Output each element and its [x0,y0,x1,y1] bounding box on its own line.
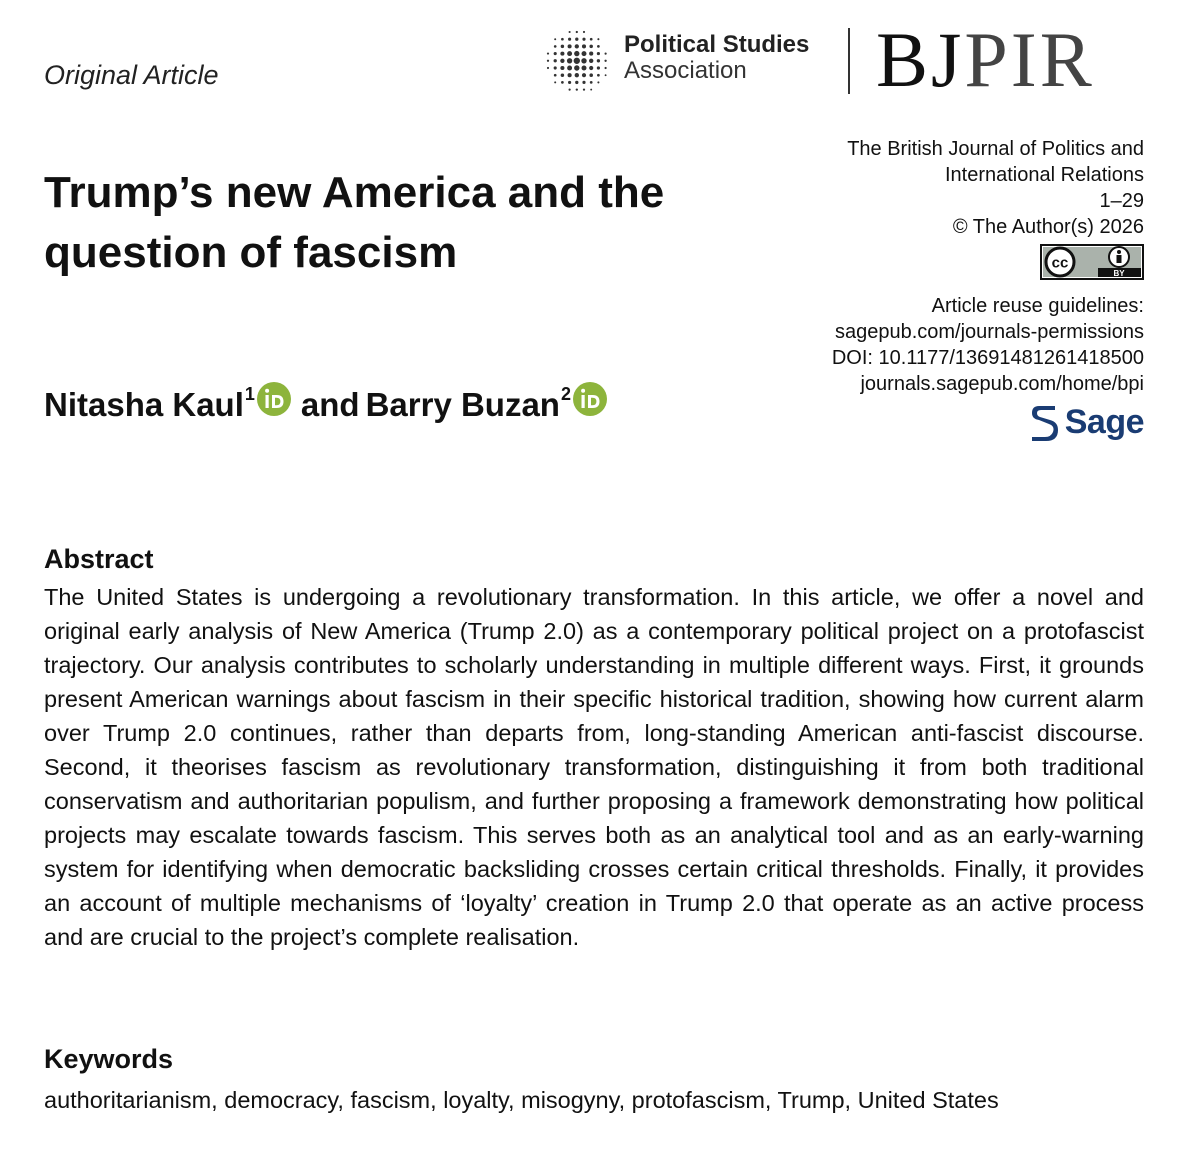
society-name-line2: Association [624,57,747,84]
author-name: Barry Buzan [365,386,560,423]
author-name: Nitasha Kaul [44,386,244,423]
keywords-list: authoritarianism, democracy, fascism, loyalty, misogyny, protofascism, Trump, United States [44,1087,999,1113]
psa-dot-grid-icon [544,28,610,94]
reuse-guidelines-link[interactable]: sagepub.com/journals-permissions [834,321,1144,343]
article-metadata [724,136,1144,397]
cc-by-license-icon[interactable] [1040,244,1144,280]
sage-s-icon [1029,402,1059,442]
publisher-name: Sage [1064,402,1144,441]
copyright-notice: © The Author(s) 2026 [952,216,1144,238]
cc-badge-cc-text: cc [1051,254,1069,272]
keywords-heading: Keywords [44,1044,174,1074]
article-type-label: Original Article [44,60,219,90]
journal-abbrev-light: PIR [964,16,1095,103]
abstract-heading: Abstract [44,544,154,574]
author-affiliation-marker: 2 [560,384,571,404]
author-list [44,386,615,424]
society-name-line1: Political Studies [624,31,810,58]
doi[interactable]: DOI: 10.1177/13691481261418500 [831,347,1144,369]
orcid-icon[interactable] [573,382,607,416]
publisher-logo[interactable] [1029,400,1144,444]
author-joiner: and [300,386,360,423]
page-range: 1–29 [1099,190,1144,212]
journal-homepage-link[interactable]: journals.sagepub.com/home/bpi [860,373,1144,395]
abstract-text: The United States is undergoing a revolutionary transformation. In this article, we offer a novel and original early analysis of New America (Trump 2.0) as a contemporary political project on a protofascist trajectory. Our analysis contributes to scholarly understanding in multiple different ways. First, it grounds present American warnings about fascism in their specific historical tradition, showing how current alarm over Trump 2.0 continues, rather than departs from, long-standing American anti-fascist discourse. Second, it theorises fascism as revolutionary transformation, distinguishing it from both traditional conservatism and authoritarian populism, and further proposing a framework demonstrating how political projects may escalate towards fascism. This serves both as an analytical tool and as an early-warning system for identifying when democratic backsliding crosses certain critical thresholds. Finally, it provides an account of multiple mechanisms of ‘loyalty’ creation in Trump 2.0 that operate as an active process and are crucial to the project’s complete realisation. [44,584,1144,950]
cc-badge-by-text: BY [1113,269,1125,278]
journal-abbrev-bold: BJ [876,16,965,103]
journal-logo[interactable] [876,18,1095,102]
header-divider [848,28,850,94]
journal-name-line2: International Relations [944,164,1144,186]
author-affiliation-marker: 1 [244,384,255,404]
journal-name-line1: The British Journal of Politics and [847,138,1144,160]
reuse-guidelines-label: Article reuse guidelines: [931,295,1144,317]
orcid-icon[interactable] [257,382,291,416]
article-title: Trump’s new America and the question of fascism [44,168,665,277]
society-name [624,32,809,84]
society-logo[interactable] [544,28,824,94]
